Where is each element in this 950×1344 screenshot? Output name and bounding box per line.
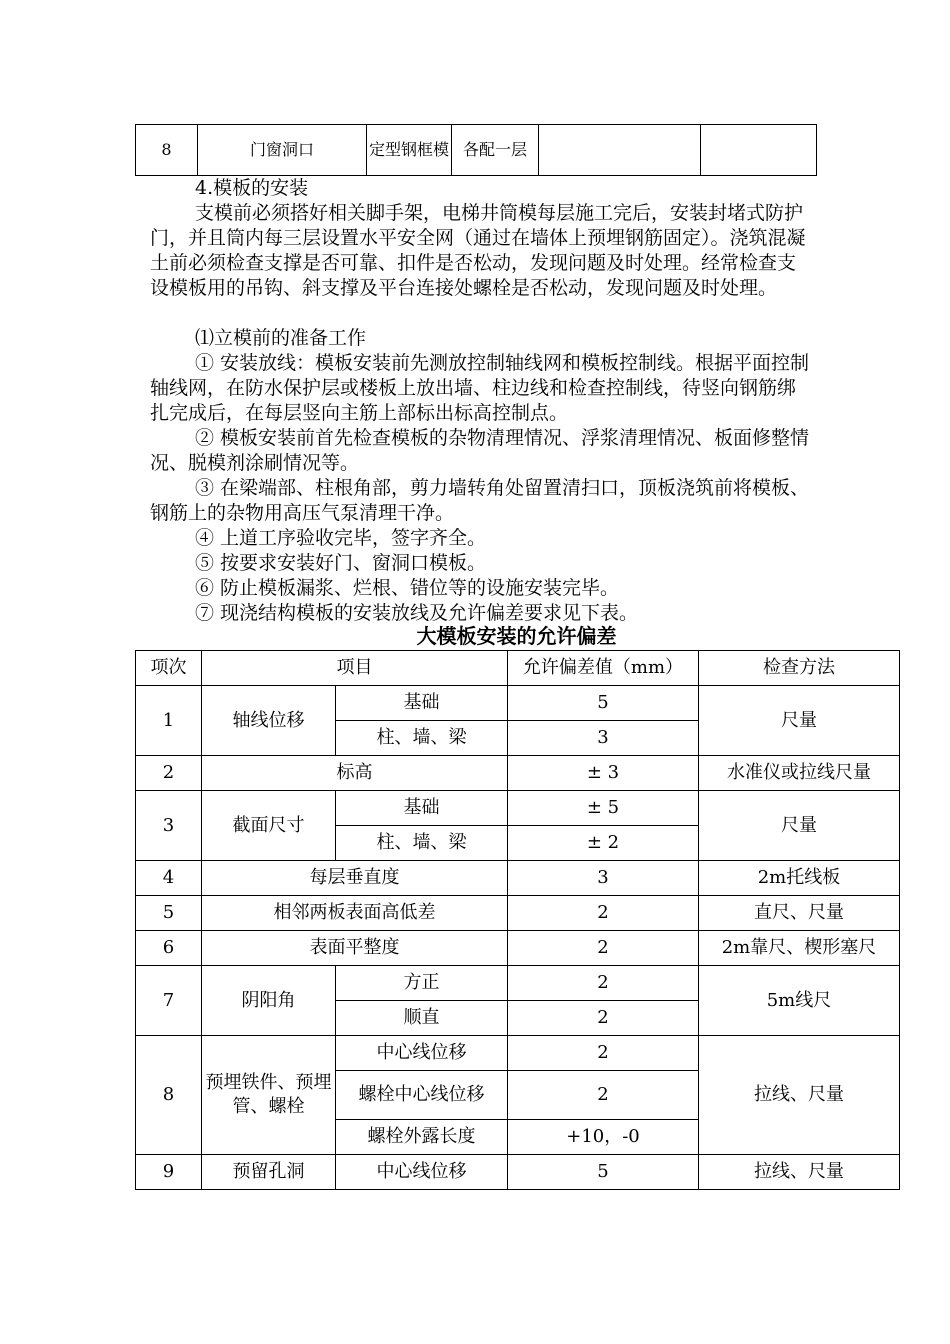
top-table (135, 124, 817, 176)
item-cell: 相邻两板表面高低差 (202, 896, 508, 931)
value-cell: 2 (508, 1036, 699, 1071)
list-item: ② 模板安装前首先检查模板的杂物清理情况、浮浆清理情况、板面修整情况、脱模剂涂刷情况等。 (150, 427, 810, 474)
item-cell: 轴线位移 (202, 686, 336, 756)
value-cell: 2 (508, 966, 699, 1001)
list-item: ⑦ 现浇结构模板的安装放线及允许偏差要求见下表。 (195, 602, 639, 624)
item-cell: 每层垂直度 (202, 861, 508, 896)
sub-item-cell: 顺直 (336, 1001, 508, 1036)
item-cell: 标高 (202, 756, 508, 791)
item-cell: 表面平整度 (202, 931, 508, 966)
table-cell: 各配一层 (452, 125, 539, 176)
item-cell: 阴阳角 (202, 966, 336, 1036)
value-cell: 3 (508, 721, 699, 756)
table-row (136, 1036, 900, 1071)
table-row (136, 686, 900, 721)
table-title: 大模板安装的允许偏差 (416, 624, 617, 648)
value-cell: 2 (508, 931, 699, 966)
method-cell: 拉线、尺量 (699, 1155, 900, 1190)
value-cell: ± 3 (508, 756, 699, 791)
value-cell: 5 (508, 686, 699, 721)
row-number: 9 (136, 1155, 202, 1190)
row-number: 6 (136, 931, 202, 966)
table-row (136, 896, 900, 931)
table-cell (701, 125, 817, 176)
column-header: 检查方法 (699, 651, 900, 686)
value-cell: ± 2 (508, 826, 699, 861)
value-cell: +10，-0 (508, 1120, 699, 1155)
value-cell: ± 5 (508, 791, 699, 826)
sub-item-cell: 螺栓中心线位移 (336, 1071, 508, 1120)
sub-item-cell: 基础 (336, 791, 508, 826)
row-number: 4 (136, 861, 202, 896)
sub-item-cell: 柱、墙、梁 (336, 826, 508, 861)
section-heading: 4.模板的安装 (195, 177, 309, 199)
method-cell: 尺量 (699, 686, 900, 756)
row-number: 8 (136, 1036, 202, 1155)
list-item: ③ 在梁端部、柱根角部，剪力墙转角处留置清扫口，顶板浇筑前将模板、钢筋上的杂物用高压气泵清理干净。 (150, 477, 810, 524)
value-cell: 2 (508, 896, 699, 931)
table-cell: 定型钢框模 (367, 125, 452, 176)
item-cell: 截面尺寸 (202, 791, 336, 861)
sub-item-cell: 螺栓外露长度 (336, 1120, 508, 1155)
method-cell: 拉线、尺量 (699, 1036, 900, 1155)
intro-paragraph: 支模前必须搭好相关脚手架，电梯井筒模每层施工完后，安装封堵式防护门，并且筒内每三层设置水平安全网（通过在墙体上预埋钢筋固定）。浇筑混凝土前必须检查支撑是否可靠、扣件是否松动，发现问题及时处理。经常检查支设模板用的吊钩、斜支撑及平台连接处螺栓是否松动，发现问题及时处理。 (150, 202, 806, 299)
method-cell: 5m线尺 (699, 966, 900, 1036)
list-item: ⑥ 防止模板漏浆、烂根、错位等的设施安装完毕。 (195, 577, 620, 599)
sub-item-cell: 中心线位移 (336, 1155, 508, 1190)
column-header: 项目 (202, 651, 508, 686)
method-cell: 2m托线板 (699, 861, 900, 896)
row-number: 7 (136, 966, 202, 1036)
value-cell: 3 (508, 861, 699, 896)
table-row (136, 756, 900, 791)
sub-item-cell: 基础 (336, 686, 508, 721)
table-row (136, 966, 900, 1001)
sub-item-cell: 中心线位移 (336, 1036, 508, 1071)
item-cell: 预留孔洞 (202, 1155, 336, 1190)
value-cell: 2 (508, 1071, 699, 1120)
method-cell: 尺量 (699, 791, 900, 861)
method-cell: 直尺、尺量 (699, 896, 900, 931)
value-cell: 5 (508, 1155, 699, 1190)
sub-item-cell: 柱、墙、梁 (336, 721, 508, 756)
list-item: ⑤ 按要求安装好门、窗洞口模板。 (195, 552, 487, 574)
row-number: 1 (136, 686, 202, 756)
deviation-table (135, 650, 900, 1190)
table-row (136, 1155, 900, 1190)
table-header-row (136, 651, 900, 686)
column-header: 允许偏差值（mm） (508, 651, 699, 686)
row-number: 5 (136, 896, 202, 931)
sub-item-cell: 方正 (336, 966, 508, 1001)
item-cell: 预埋铁件、预埋管、螺栓 (202, 1036, 336, 1155)
table-row (136, 791, 900, 826)
row-number: 3 (136, 791, 202, 861)
table-cell: 门窗洞口 (198, 125, 367, 176)
table-cell: 8 (136, 125, 198, 176)
column-header: 项次 (136, 651, 202, 686)
table-row (136, 861, 900, 896)
method-cell: 2m靠尺、楔形塞尺 (699, 931, 900, 966)
value-cell: 2 (508, 1001, 699, 1036)
table-row (136, 125, 817, 176)
table-row (136, 931, 900, 966)
list-item: ④ 上道工序验收完毕，签字齐全。 (195, 527, 487, 549)
sub-heading: ⑴立模前的准备工作 (195, 327, 367, 349)
list-item: ① 安装放线：模板安装前先测放控制轴线网和模板控制线。根据平面控制轴线网，在防水保护层或楼板上放出墙、柱边线和检查控制线，待竖向钢筋绑扎完成后，在每层竖向主筋上部标出标高控制点。 (150, 352, 810, 424)
method-cell: 水准仪或拉线尺量 (699, 756, 900, 791)
row-number: 2 (136, 756, 202, 791)
table-cell (539, 125, 701, 176)
